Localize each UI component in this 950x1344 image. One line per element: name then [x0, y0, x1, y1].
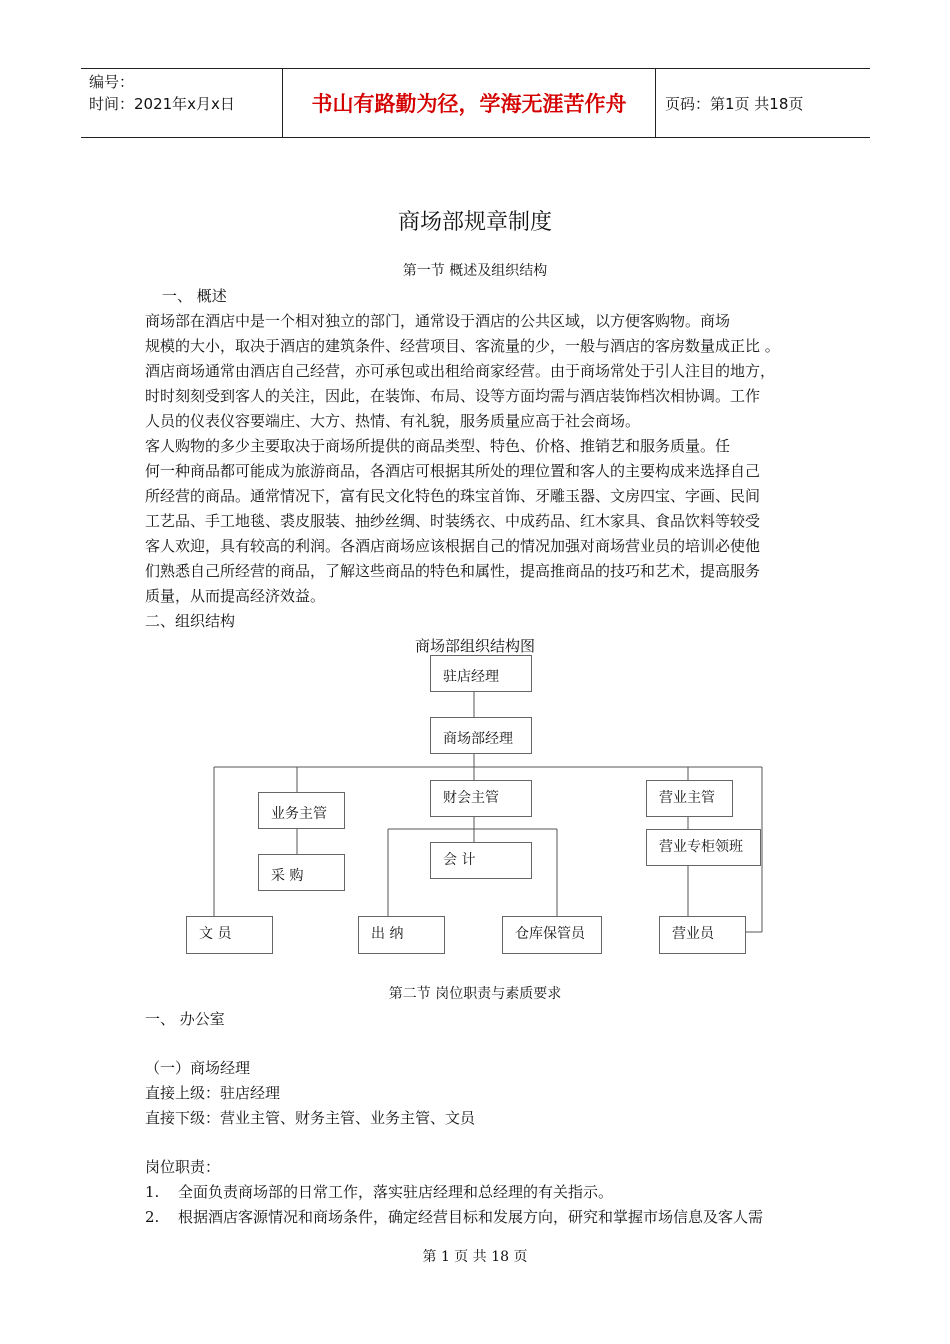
org-node-dept-manager: 商场部经理: [430, 717, 532, 754]
document-title: 商场部规章制度: [397, 210, 552, 235]
direct-superior: 直接上级：驻店经理: [145, 1084, 281, 1102]
duty-number: 1.: [145, 1183, 160, 1201]
org-node-purchasing: 采 购: [258, 854, 345, 891]
org-node-resident-manager: 驻店经理: [430, 655, 532, 692]
org-node-sales-supervisor: 营业主管: [646, 780, 733, 817]
role-title: （一）商场经理: [145, 1059, 251, 1077]
duty-number: 2.: [145, 1208, 160, 1226]
section1-sub-org-structure: 二、组织结构: [145, 612, 236, 630]
paragraph-line: 客人欢迎，具有较高的利润。各酒店商场应该根据自己的情况加强对商场营业员的培训必使他: [145, 537, 761, 555]
paragraph-line: 们熟悉自己所经营的商品，了解这些商品的特色和属性，提高推商品的技巧和艺术，提高服务: [145, 562, 761, 580]
header-page-info: 页码：第1页 共18页: [665, 94, 804, 113]
org-node-accountant: 会 计: [430, 842, 532, 879]
paragraph-line: 酒店商场通常由酒店自己经营，亦可承包或出租给商家经营。由于商场常处于引人注目的地方，: [145, 362, 776, 380]
header-table: [81, 68, 870, 138]
org-node-cashier: 出 纳: [358, 916, 445, 954]
section1-sub-overview: 一、 概述: [162, 287, 227, 305]
direct-subordinates: 直接下级：营业主管、财务主管、业务主管、文员: [145, 1109, 476, 1127]
org-node-warehouse-keeper: 仓库保管员: [502, 916, 602, 954]
paragraph-line: 人员的仪表仪容要端庄、大方、热情、有礼貌，服务质量应高于社会商场。: [145, 412, 641, 430]
duty-text: 根据酒店客源情况和商场条件，确定经营目标和发展方向，研究和掌握市场信息及客人需: [178, 1208, 764, 1226]
org-node-salesperson: 营业员: [659, 916, 746, 954]
paragraph-line: 工艺品、手工地毯、裘皮服装、抽纱丝绸、时装绣衣、中成药品、红木家具、食品饮料等较受: [145, 512, 761, 530]
header-motto: 书山有路勤为径，学海无涯苦作舟: [282, 69, 656, 137]
org-node-finance-supervisor: 财会主管: [430, 780, 532, 817]
paragraph-line: 客人购物的多少主要取决于商场所提供的商品类型、特色、价格、推销艺和服务质量。任: [145, 437, 731, 455]
duties-label: 岗位职责：: [145, 1158, 221, 1176]
org-node-business-supervisor: 业务主管: [258, 792, 345, 829]
section2-sub-office: 一、 办公室: [145, 1010, 225, 1028]
paragraph-line: 质量，从而提高经济效益。: [145, 587, 326, 605]
org-chart-title: 商场部组织结构图: [414, 637, 535, 655]
paragraph-line: 何一种商品都可能成为旅游商品，各酒店可根据其所处的理位置和客人的主要构成来选择自己: [145, 462, 761, 480]
org-node-clerk: 文 员: [186, 916, 273, 954]
paragraph-line: 时时刻刻受到客人的关注，因此，在装饰、布局、设等方面均需与酒店装饰档次相协调。工作: [145, 387, 761, 405]
document-number-label: 编号：: [89, 73, 135, 91]
paragraph-line: 所经营的商品。通常情况下，富有民文化特色的珠宝首饰、牙雕玉器、文房四宝、字画、民间: [145, 487, 761, 505]
paragraph-line: 商场部在酒店中是一个相对独立的部门，通常设于酒店的公共区域，以方便客购物。商场: [145, 312, 731, 330]
section1-heading: 第一节 概述及组织结构: [402, 263, 548, 279]
document-time-label: 时间：2021年x月x日: [89, 95, 235, 113]
org-node-counter-leader: 营业专柜领班: [646, 829, 761, 866]
section2-heading: 第二节 岗位职责与素质要求: [388, 986, 562, 1002]
duty-text: 全面负责商场部的日常工作，落实驻店经理和总经理的有关指示。: [178, 1183, 614, 1201]
header-left-cell: [81, 69, 282, 137]
paragraph-line: 规模的大小，取决于酒店的建筑条件、经营项目、客流量的少，一般与酒店的客房数量成正比 。: [145, 337, 780, 355]
page-footer: 第 1 页 共 18 页: [422, 1249, 528, 1265]
